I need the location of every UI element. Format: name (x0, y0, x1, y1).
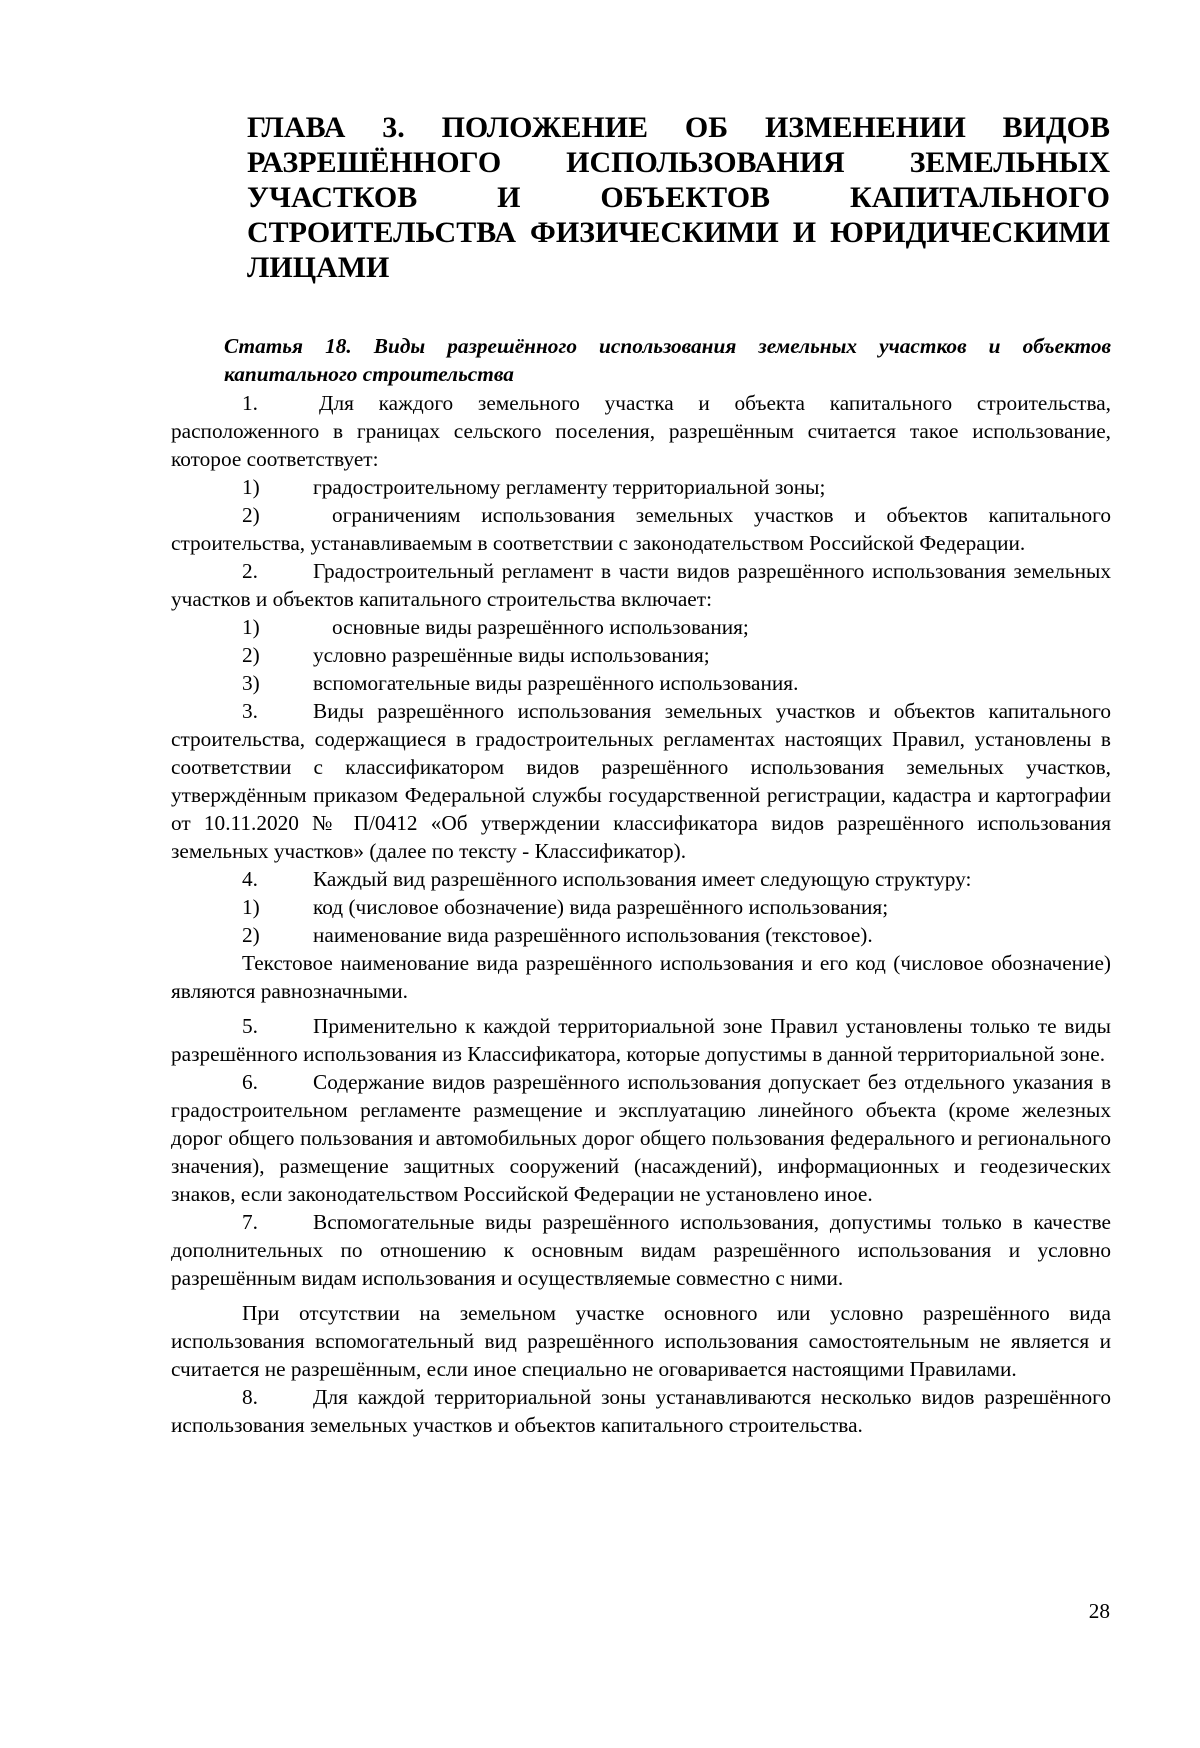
paragraph-5 (171, 1012, 1111, 1068)
paragraph-2 (171, 557, 1111, 613)
paragraph-number: 1. (242, 391, 258, 415)
paragraph-text: Градостроительный регламент в части видов разрешённого использования земельных участков и объектов капитального строительства включает: (171, 559, 1111, 611)
paragraph-text: Вспомогательные виды разрешённого использования, допустимы только в качестве дополнительных по отношению к основным видам разрешённого использования и условно разрешённым видам использования и осуществляемые совместно с ними. (171, 1210, 1111, 1290)
paragraph-text: Для каждого земельного участка и объекта капитального строительства, расположенного в границах сельского поселения, разрешённым считается такое использование, которое соответствует: (171, 391, 1111, 471)
paragraph-number: 6. (242, 1070, 258, 1094)
list-item-text: вспомогательные виды разрешённого использования. (313, 671, 799, 695)
article-title: Статья 18. Виды разрешённого использования земельных участков и объектов капитального строительства (224, 334, 1111, 386)
list-item-text: условно разрешённые виды использования; (313, 643, 710, 667)
list-item-number: 1) (242, 615, 260, 639)
paragraph-4-note: Текстовое наименование вида разрешённого использования и его код (числовое обозначение) являются равнозначными. (171, 951, 1111, 1003)
paragraph-7 (171, 1208, 1111, 1292)
paragraph-text: Содержание видов разрешённого использования допускает без отдельного указания в градостроительном регламенте размещение и эксплуатацию линейного объекта (кроме железных дорог общего пользования и автомобильных дорог общего пользования федерального и регионального значения), размещение защитных сооружений (насаждений), информационных и геодезических знаков, если законодательством Российской Федерации не установлено иное. (171, 1070, 1111, 1206)
paragraph-number: 3. (242, 699, 258, 723)
list-item-number: 2) (242, 923, 260, 947)
page-number: 28 (1088, 1599, 1110, 1623)
list-item-2-1 (171, 613, 1111, 641)
paragraph-number: 8. (242, 1385, 258, 1409)
list-item-1-2 (171, 501, 1111, 557)
list-item-4-2 (171, 921, 1111, 949)
list-item-2-3 (171, 669, 1111, 697)
list-item-number: 1) (242, 475, 260, 499)
list-item-4-1 (171, 893, 1111, 921)
paragraph-text: Для каждой территориальной зоны устанавливаются несколько видов разрешённого использования земельных участков и объектов капитального строительства. (171, 1385, 1111, 1437)
paragraph-6 (171, 1068, 1111, 1208)
list-item-text: градостроительному регламенту территориальной зоны; (313, 475, 826, 499)
list-item-1-1 (171, 473, 1111, 501)
article-body (171, 332, 1111, 1439)
list-item-text: ограничениям использования земельных участков и объектов капитального строительства, устанавливаемым в соответствии с законодательством Российской Федерации. (171, 503, 1111, 555)
list-item-2-2 (171, 641, 1111, 669)
list-item-number: 3) (242, 671, 260, 695)
paragraph-text: Каждый вид разрешённого использования имеет следующую структуру: (313, 867, 972, 891)
list-item-text: основные виды разрешённого использования; (332, 615, 749, 639)
paragraph-number: 5. (242, 1014, 258, 1038)
paragraph-4 (171, 865, 1111, 893)
paragraph-number: 2. (242, 559, 258, 583)
chapter-title: ГЛАВА 3. ПОЛОЖЕНИЕ ОБ ИЗМЕНЕНИИ ВИДОВ РАЗРЕШЁННОГО ИСПОЛЬЗОВАНИЯ ЗЕМЕЛЬНЫХ УЧАСТКОВ И ОБЪЕКТОВ КАПИТАЛЬНОГО СТРОИТЕЛЬСТВА ФИЗИЧЕСКИМИ И ЮРИДИЧЕСКИМИ ЛИЦАМИ (247, 111, 1110, 284)
paragraph-7-note: При отсутствии на земельном участке основного или условно разрешённого вида использования вспомогательный вид разрешённого использования самостоятельным не является и считается не разрешённым, если иное специально не оговаривается настоящими Правилами. (171, 1301, 1111, 1381)
paragraph-1 (171, 389, 1111, 473)
list-item-number: 1) (242, 895, 260, 919)
paragraph-3 (171, 697, 1111, 865)
paragraph-number: 4. (242, 867, 258, 891)
list-item-number: 2) (242, 643, 260, 667)
paragraph-text: Виды разрешённого использования земельных участков и объектов капитального строительства, содержащиеся в градостроительных регламентах настоящих Правил, установлены в соответствии с классификатором видов разрешённого использования земельных участков, утверждённым приказом Федеральной службы государственной регистрации, кадастра и картографии от 10.11.2020 № П/0412 «Об утверждении классификатора видов разрешённого использования земельных участков» (далее по тексту - Классификатор). (171, 699, 1111, 863)
paragraph-text: Применительно к каждой территориальной зоне Правил установлены только те виды разрешённого использования из Классификатора, которые допустимы в данной территориальной зоне. (171, 1014, 1111, 1066)
paragraph-8 (171, 1383, 1111, 1439)
list-item-text: код (числовое обозначение) вида разрешённого использования; (313, 895, 889, 919)
list-item-number: 2) (242, 503, 260, 527)
list-item-text: наименование вида разрешённого использования (текстовое). (313, 923, 873, 947)
paragraph-number: 7. (242, 1210, 258, 1234)
